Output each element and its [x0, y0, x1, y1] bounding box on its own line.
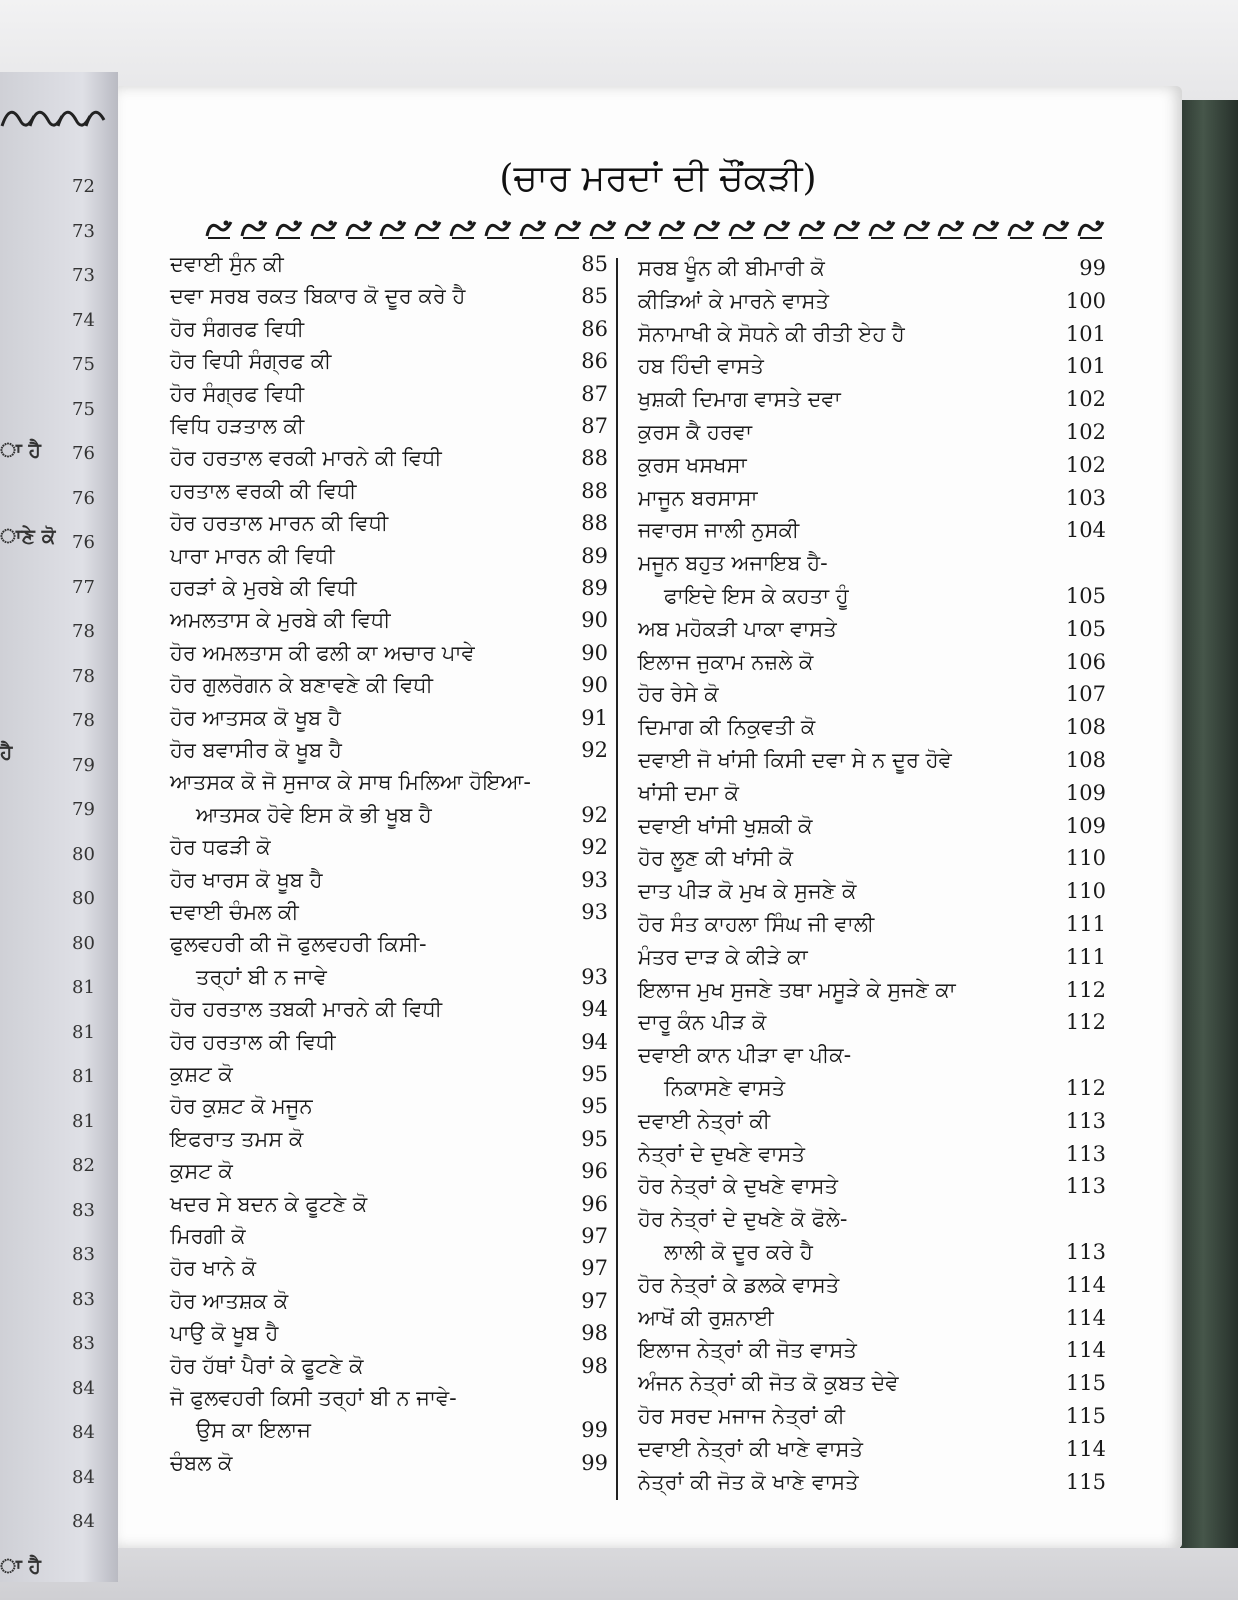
toc-entry-title: ਪਾਰਾ ਮਾਰਨ ਕੀ ਵਿਧੀ: [170, 543, 335, 568]
flourish-icon: [902, 214, 932, 242]
toc-entry-page: 87: [581, 414, 608, 438]
toc-entry-title: ਦਿਮਾਗ ਕੀ ਨਿਕੁਵਤੀ ਕੋ: [638, 715, 816, 740]
previous-page-number: 83: [72, 1244, 95, 1265]
toc-entry-title: ਮਜੂਨ ਬਹੁਤ ਅਜਾਇਬ ਹੈ-: [638, 551, 828, 576]
toc-entry-title: ਇਫਰਾਤ ਤਮਸ ਕੋ: [170, 1126, 304, 1151]
toc-entry-title: ਦਵਾਈ ਨੇਤ੍ਰਾਂ ਕੀ ਖਾਣੇ ਵਾਸਤੇ: [638, 1436, 863, 1461]
toc-entry-title: ਦਵਾਈ ਸੁੰਨ ਕੀ: [170, 252, 284, 276]
flourish-icon: [657, 214, 687, 242]
toc-entry-page: 100: [1065, 288, 1106, 313]
toc-entry-title: ਕੁਰਸ ਕੈ ਹਰਵਾ: [638, 420, 753, 444]
toc-entry-title: ਹੋਰ ਹਰਤਾਲ ਵਰਕੀ ਮਾਰਨੇ ਕੀ ਵਿਧੀ: [170, 446, 442, 471]
toc-entry-page: 90: [581, 640, 608, 665]
previous-page-number: 79: [72, 799, 95, 820]
previous-page-number: 80: [72, 843, 95, 865]
toc-entry-page: 113: [1065, 1108, 1106, 1133]
toc-entry-title: ਇਲਾਜ ਜੁਕਾਮ ਨਜ਼ਲੇ ਕੋ: [638, 649, 814, 674]
toc-entry-page: 113: [1065, 1141, 1106, 1166]
toc-entry-title: ਕੁਰਸ ਖਸਖਸਾ: [638, 452, 747, 477]
toc-entry-page: 110: [1065, 879, 1106, 904]
toc-entry-page: 115: [1065, 1469, 1106, 1494]
toc-entry-title: ਤਰ੍ਹਾਂ ਬੀ ਨ ਜਾਵੇ: [196, 964, 327, 989]
toc-entry-title: ਦਵਾਈ ਚੰਮਲ ਕੀ: [170, 900, 299, 924]
previous-page-number: 84: [72, 1422, 95, 1443]
flourish-icon: [1006, 214, 1036, 242]
flourish-icon: [344, 214, 374, 242]
toc-entry-title: ਕੁਸਟ ਕੋ: [170, 1159, 233, 1184]
toc-entry-title: ਹੋਰ ਬਵਾਸੀਰ ਕੋ ਖੂਬ ਹੈ: [170, 738, 342, 762]
flourish-icon: [483, 214, 513, 242]
toc-entry-title: ਦਵਾਈ ਕਾਨ ਪੀੜਾ ਵਾ ਪੀਕ-: [638, 1043, 852, 1068]
toc-entry-title: ਹੋਰ ਸੰਗਰਫ ਵਿਧੀ: [170, 316, 305, 341]
toc-entry-page: 90: [581, 673, 608, 698]
toc-entry-title: ਦਾਤ ਪੀੜ ਕੋ ਮੁਖ ਕੇ ਸੁਜਣੇ ਕੋ: [638, 879, 857, 904]
toc-entry-page: 111: [1065, 944, 1106, 969]
toc-entry-page: 102: [1065, 420, 1106, 444]
toc-entry-page: 112: [1065, 977, 1106, 1002]
previous-page-number: 83: [72, 1288, 95, 1310]
previous-page-number: 76: [72, 532, 95, 553]
previous-page-number: 83: [72, 1199, 95, 1221]
toc-entry-title: ਮਿਰਗੀ ਕੋ: [170, 1224, 246, 1248]
toc-entry-title: ਉਸ ਕਾ ਇਲਾਜ: [196, 1418, 312, 1443]
toc-entry-title: ਮੰਤਰ ਦਾੜ ਕੇ ਕੀੜੇ ਕਾ: [638, 944, 808, 969]
toc-entry-page: 111: [1065, 912, 1106, 936]
previous-page-number: 73: [72, 220, 95, 242]
toc-entry-page: 95: [581, 1126, 608, 1151]
previous-page-number: 78: [72, 665, 95, 687]
toc-entry-title: ਦਾਰੂ ਕੰਨ ਪੀੜ ਕੋ: [638, 1010, 767, 1035]
flourish-icon: [1076, 214, 1106, 242]
previous-page-number: 74: [72, 309, 95, 331]
toc-entry-page: 113: [1065, 1174, 1106, 1199]
toc-entry-title: ਹਰਤਾਲ ਵਰਕੀ ਕੀ ਵਿਧੀ: [170, 478, 357, 503]
toc-entry-page: 112: [1065, 1076, 1106, 1100]
toc-entry-title: ਹੋਰ ਹਰਤਾਲ ਕੀ ਵਿਧੀ: [170, 1029, 336, 1054]
toc-entry-title: ਹੋਰ ਸੰਗ੍ਰਫ ਵਿਧੀ: [170, 381, 305, 406]
toc-entry-page: 86: [581, 349, 608, 374]
previous-page-number: 75: [72, 354, 95, 375]
toc-entry-title: ਦਵਾ ਸਰਬ ਰਕਤ ਬਿਕਾਰ ਕੋ ਦੂਰ ਕਰੇ ਹੈ: [170, 284, 466, 309]
toc-entry-title: ਹੋਰ ਰੇਸੇ ਕੋ: [638, 682, 719, 707]
toc-entry-page: 97: [581, 1256, 608, 1281]
toc-entry-page: 114: [1065, 1338, 1106, 1363]
background-surface-bottom: [0, 1548, 1238, 1600]
previous-page-number: 83: [72, 1333, 95, 1354]
previous-page-number: 73: [72, 265, 95, 286]
toc-entry-title: ਹਰੜਾਂ ਕੇ ਮੁਰਬੇ ਕੀ ਵਿਧੀ: [170, 576, 357, 600]
previous-page-fragment: ਾ ਹੈ: [0, 1554, 41, 1578]
flourish-icon: [623, 214, 653, 242]
toc-entry-page: 86: [581, 316, 608, 341]
flourish-icon: [239, 214, 269, 242]
toc-entry-title: ਕੁਸ਼ਟ ਕੋ: [170, 1062, 233, 1086]
toc-entry-page: 99: [581, 1450, 608, 1475]
flourish-icon: [274, 214, 304, 242]
previous-page-number: 80: [72, 932, 95, 954]
toc-entry-page: 85: [581, 284, 608, 309]
previous-page-fragment: ਾ ਹੈ: [0, 438, 41, 462]
toc-entry-page: 98: [581, 1321, 608, 1346]
toc-entry-page: 115: [1065, 1404, 1106, 1428]
toc-entry-title: ਜੋ ਫੁਲਵਹਰੀ ਕਿਸੀ ਤਰ੍ਹਾਂ ਬੀ ਨ ਜਾਵੇ-: [170, 1386, 457, 1410]
toc-entry-page: 88: [581, 511, 608, 536]
flourish-icon: [0, 86, 110, 146]
toc-entry-title: ਹੋਰ ਹਰਤਾਲ ਮਾਰਨ ਕੀ ਵਿਧੀ: [170, 511, 389, 536]
toc-entry-title: ਹੋਰ ਧਫੜੀ ਕੋ: [170, 835, 271, 860]
toc-entry-page: 97: [581, 1224, 608, 1248]
toc-entry-page: 98: [581, 1353, 608, 1378]
previous-page-number: 80: [72, 888, 95, 909]
previous-page-number: 78: [72, 710, 95, 731]
previous-page: [0, 72, 118, 1582]
toc-entry-page: 94: [581, 997, 608, 1022]
flourish-icon: [832, 214, 862, 242]
flourish-icon: [1041, 214, 1071, 242]
toc-entry-title: ਆਤਸਕ ਹੋਵੇ ਇਸ ਕੋ ਭੀ ਖੂਬ ਹੈ: [196, 802, 432, 827]
previous-page-number: 76: [72, 487, 95, 509]
toc-entry-title: ਖਾਂਸੀ ਦਮਾ ਕੋ: [638, 780, 739, 805]
flourish-icon: [413, 214, 443, 242]
toc-entry-title: ਨੇਤ੍ਰਾਂ ਦੇ ਦੁਖਣੇ ਵਾਸਤੇ: [638, 1141, 805, 1166]
previous-page-fragment: ਾਣੇ ਕੋ: [0, 524, 56, 548]
toc-entry-title: ਹੋਰ ਗੁਲਰੋਗਨ ਕੇ ਬਣਾਵਣੇ ਕੀ ਵਿਧੀ: [170, 673, 433, 698]
previous-page-number: 84: [72, 1511, 95, 1532]
toc-entry-page: 110: [1065, 846, 1106, 871]
toc-entry-title: ਹੋਰ ਕੁਸ਼ਟ ਕੋ ਮਜੂਨ: [170, 1094, 313, 1119]
toc-entry-page: 103: [1065, 485, 1106, 510]
toc-entry-page: 90: [581, 608, 608, 633]
previous-page-number: 77: [72, 576, 95, 598]
toc-entry-title: ਨੇਤ੍ਰਾਂ ਕੀ ਜੋਤ ਕੋ ਖਾਣੇ ਵਾਸਤੇ: [638, 1469, 859, 1494]
toc-entry-title: ਹੋਰ ਖਾਰਸ ਕੋ ਖੂਬ ਹੈ: [170, 867, 323, 892]
flourish-icon: [309, 214, 339, 242]
toc-entry-title: ਪਾਉ ਕੋ ਖੂਬ ਹੈ: [170, 1321, 279, 1346]
toc-entry-page: 89: [581, 576, 608, 600]
previous-page-number: 82: [72, 1155, 95, 1176]
flourish-icon: [727, 214, 757, 242]
toc-entry-title: ਹੋਰ ਨੇਤ੍ਰਾਂ ਦੇ ਦੁਖਣੇ ਕੋ ਫੋਲੇ-: [638, 1207, 848, 1232]
toc-entry-title: ਹੋਰ ਨੇਤ੍ਰਾਂ ਕੇ ਦੁਖਣੇ ਵਾਸਤੇ: [638, 1174, 838, 1199]
toc-entry-page: 93: [581, 900, 608, 924]
contents-page: [118, 86, 1182, 1548]
toc-entry-title: ਲਾਲੀ ਕੋ ਦੂਰ ਕਰੇ ਹੈ: [664, 1240, 813, 1264]
page-title: (ਚਾਰ ਮਰਦਾਂ ਦੀ ਚੌਂਕੜੀ): [499, 158, 817, 199]
toc-entry-page: 96: [581, 1191, 608, 1216]
toc-entry-page: 99: [1079, 256, 1106, 280]
toc-entry-title: ਇਲਾਜ ਮੁਖ ਸੁਜਣੇ ਤਥਾ ਮਸੂੜੇ ਕੇ ਸੁਜਣੇ ਕਾ: [638, 977, 956, 1002]
previous-page-number: 78: [72, 621, 95, 642]
toc-entry-title: ਹੋਰ ਆਤਸਕ ਕੋ ਖੂਬ ਹੈ: [170, 705, 341, 730]
toc-entry-page: 93: [581, 964, 608, 989]
toc-entry-title: ਹੋਰ ਨੇਤ੍ਰਾਂ ਕੇ ਡਲਕੇ ਵਾਸਤੇ: [638, 1272, 840, 1297]
toc-entry-page: 114: [1065, 1272, 1106, 1297]
flourish-icon: [797, 214, 827, 242]
toc-entry-title: ਕੀੜਿਆਂ ਕੇ ਮਾਰਨੇ ਵਾਸਤੇ: [638, 288, 829, 313]
previous-page-number: 81: [72, 1110, 95, 1132]
flourish-icon: [378, 214, 408, 242]
previous-page-number: 81: [72, 977, 95, 998]
toc-entry-title: ਹੋਰ ਲੂਣ ਕੀ ਖਾਂਸੀ ਕੋ: [638, 846, 794, 871]
toc-entry-page: 105: [1065, 584, 1106, 608]
toc-entry-title: ਇਲਾਜ ਨੇਤ੍ਰਾਂ ਕੀ ਜੋਤ ਵਾਸਤੇ: [638, 1338, 857, 1363]
toc-entry-page: 92: [581, 835, 608, 860]
toc-entry-page: 102: [1065, 452, 1106, 477]
toc-entry-page: 89: [581, 543, 608, 568]
toc-entry-page: 94: [581, 1029, 608, 1054]
toc-entry-title: ਅਬ ਮਹੋਕੜੀ ਪਾਕਾ ਵਾਸਤੇ: [638, 616, 837, 641]
toc-entry-title: ਹੋਰ ਸੰਤ ਕਾਹਲਾ ਸਿੰਘ ਜੀ ਵਾਲੀ: [638, 912, 875, 936]
toc-entry-title: ਹਬ ਹਿੰਦੀ ਵਾਸਤੇ: [638, 354, 764, 379]
toc-entry-page: 106: [1065, 649, 1106, 674]
column-divider: [616, 258, 618, 1500]
toc-entry-title: ਵਿਧਿ ਹੜਤਾਲ ਕੀ: [170, 414, 305, 438]
toc-entry-page: 91: [581, 705, 608, 730]
flourish-icon: [971, 214, 1001, 242]
toc-entry-title: ਹੋਰ ਅਮਲਤਾਸ ਕੀ ਫਲੀ ਕਾ ਅਚਾਰ ਪਾਵੇ: [170, 640, 475, 665]
toc-entry-title: ਸੋਨਾਮਾਖੀ ਕੇ ਸੋਧਨੇ ਕੀ ਰੀਤੀ ਏਹ ਹੈ: [638, 321, 905, 346]
toc-entry-page: 115: [1065, 1371, 1106, 1396]
book-cover-edge: [1180, 100, 1238, 1600]
flourish-icon: [588, 214, 618, 242]
toc-entry-page: 105: [1065, 616, 1106, 641]
toc-entry-title: ਖਦਰ ਸੇ ਬਦਨ ਕੇ ਫੂਟਣੇ ਕੋ: [170, 1191, 368, 1216]
toc-entry-title: ਦਵਾਈ ਖਾਂਸੀ ਖੁਸ਼ਕੀ ਕੋ: [638, 813, 813, 838]
previous-page-number: 76: [72, 443, 95, 464]
flourish-icon: [518, 214, 548, 242]
flourish-icon: [867, 214, 897, 242]
toc-entry-page: 95: [581, 1094, 608, 1119]
toc-entry-title: ਅਮਲਤਾਸ ਕੇ ਮੁਰਬੇ ਕੀ ਵਿਧੀ: [170, 608, 391, 633]
flourish-icon: [692, 214, 722, 242]
toc-entry-title: ਅੰਜਨ ਨੇਤ੍ਰਾਂ ਕੀ ਜੋਤ ਕੋ ਕੁਬਤ ਦੇਵੇ: [638, 1371, 899, 1396]
toc-entry-page: 114: [1065, 1436, 1106, 1461]
toc-entry-page: 109: [1065, 780, 1106, 805]
toc-entry-page: 95: [581, 1062, 608, 1086]
previous-page-fragment: ਹੈ: [0, 740, 13, 764]
toc-entry-page: 96: [581, 1159, 608, 1184]
ornament-border: [204, 212, 1106, 244]
previous-page-number: 81: [72, 1066, 95, 1087]
toc-entry-page: 101: [1065, 354, 1106, 379]
toc-entry-page: 109: [1065, 813, 1106, 838]
toc-entry-page: 87: [581, 381, 608, 406]
toc-entry-title: ਮਾਜੂਨ ਬਰਸਾਸਾ: [638, 485, 758, 510]
toc-entry-title: ਨਿਕਾਸਣੇ ਵਾਸਤੇ: [664, 1076, 786, 1100]
toc-entry-title: ਹੋਰ ਸਰਦ ਮਜਾਜ ਨੇਤ੍ਰਾਂ ਕੀ: [638, 1404, 845, 1428]
flourish-icon: [762, 214, 792, 242]
toc-entry-page: 114: [1065, 1305, 1106, 1330]
toc-entry-page: 112: [1065, 1010, 1106, 1035]
toc-entry-page: 92: [581, 802, 608, 827]
toc-entry-page: 113: [1065, 1240, 1106, 1264]
previous-page-number: 79: [72, 754, 95, 776]
toc-entry-title: ਆਖੋਂ ਕੀ ਰੁਸ਼ਨਾਈ: [638, 1305, 774, 1330]
toc-entry-title: ਹੋਰ ਹਰਤਾਲ ਤਬਕੀ ਮਾਰਨੇ ਕੀ ਵਿਧੀ: [170, 997, 443, 1022]
toc-entry-title: ਦਵਾਈ ਨੇਤ੍ਰਾਂ ਕੀ: [638, 1108, 771, 1133]
toc-entry-title: ਚੰਬਲ ਕੋ: [170, 1450, 233, 1475]
toc-entry-page: 93: [581, 867, 608, 892]
toc-entry-title: ਹੋਰ ਆਤਸ਼ਕ ਕੋ: [170, 1288, 289, 1313]
toc-entry-title: ਫਾਇਦੇ ਇਸ ਕੇ ਕਹਤਾ ਹੂੰ: [664, 584, 849, 608]
toc-entry-page: 108: [1065, 748, 1106, 772]
toc-entry-page: 88: [581, 446, 608, 471]
toc-entry-page: 99: [581, 1418, 608, 1443]
toc-entry-page: 85: [581, 252, 608, 276]
toc-entry-page: 88: [581, 478, 608, 503]
previous-page-number: 84: [72, 1377, 95, 1399]
toc-entry-title: ਦਵਾਈ ਜੋ ਖਾਂਸੀ ਕਿਸੀ ਦਵਾ ਸੇ ਨ ਦੂਰ ਹੋਵੇ: [638, 748, 952, 772]
toc-entry-page: 107: [1065, 682, 1106, 707]
toc-entry-title: ਫੁਲਵਹਰੀ ਕੀ ਜੋ ਫੁਲਵਹਰੀ ਕਿਸੀ-: [170, 932, 427, 957]
previous-page-number: 72: [72, 176, 95, 197]
toc-entry-title: ਹੋਰ ਹੱਥਾਂ ਪੈਰਾਂ ਕੇ ਫੂਟਣੇ ਕੋ: [170, 1353, 364, 1378]
toc-entry-page: 92: [581, 738, 608, 762]
toc-entry-page: 97: [581, 1288, 608, 1313]
toc-entry-page: 104: [1065, 518, 1106, 543]
flourish-icon: [448, 214, 478, 242]
flourish-icon: [936, 214, 966, 242]
toc-entry-page: 102: [1065, 387, 1106, 412]
toc-entry-title: ਹੋਰ ਵਿਧੀ ਸੰਗ੍ਰਫ ਕੀ: [170, 349, 332, 374]
toc-entry-page: 101: [1065, 321, 1106, 346]
previous-page-ornament: [0, 86, 110, 146]
toc-entry-title: ਆਤਸਕ ਕੋ ਜੋ ਸੁਜਾਕ ਕੇ ਸਾਥ ਮਿਲਿਆ ਹੋਇਆ-: [170, 770, 531, 795]
toc-entry-title: ਜਵਾਰਸ ਜਾਲੀ ਨੁਸਕੀ: [638, 518, 800, 543]
previous-page-number: 75: [72, 398, 95, 420]
previous-page-number: 84: [72, 1466, 95, 1488]
toc-entry-title: ਖੁਸ਼ਕੀ ਦਿਮਾਗ ਵਾਸਤੇ ਦਵਾ: [638, 387, 841, 412]
toc-entry-title: ਸਰਬ ਖੂੰਨ ਕੀ ਬੀਮਾਰੀ ਕੋ: [638, 256, 825, 280]
previous-page-number: 81: [72, 1021, 95, 1043]
toc-entry-title: ਹੋਰ ਖਾਨੇ ਕੋ: [170, 1256, 257, 1281]
toc-entry-page: 108: [1065, 715, 1106, 740]
flourish-icon: [204, 214, 234, 242]
flourish-icon: [553, 214, 583, 242]
